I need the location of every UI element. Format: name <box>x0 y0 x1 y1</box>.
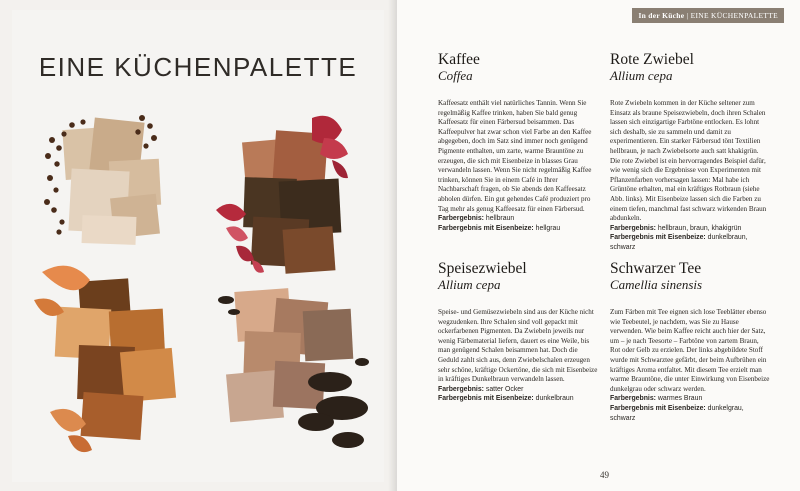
kitchen-palette-photo <box>12 10 384 482</box>
entry-title: Kaffee <box>438 51 480 68</box>
entry-iron-result: Farbergebnis mit Eisenbeize: hellgrau <box>438 224 561 232</box>
running-head-chapter: EINE KÜCHENPALETTE <box>690 11 778 20</box>
left-page <box>0 0 397 491</box>
entry-rote-zwiebel <box>610 52 770 253</box>
entry-iron-result: Farbergebnis mit Eisenbeize: dunkelbraun, schwarz <box>610 234 748 251</box>
entry-latin-name: Camellia sinensis <box>610 277 703 292</box>
entry-latin-name: Coffea <box>438 68 473 83</box>
entry-result: Farbergebnis: satter Ocker <box>438 385 524 393</box>
yellow-onion-swatch-group <box>34 266 176 453</box>
entry-iron-result: Farbergebnis mit Eisenbeize: dunkelgrau, schwarz <box>610 404 744 422</box>
entry-text: Speise- und Gemüsezwiebeln sind aus der Küche nicht wegzudenken. Ihre Schalen sind voll gepackt mit ockerfarbenen Pigmenten. Da Zwiebeln jeweils nur wenig Färbematerial liefern, dauert es eine Weile, bis man genügend Schalen beisammen hat. Doch die Geduld zahlt sich aus, denn Zwiebelschalen erzeugen sehr schöne, kräftige Ockertöne, die sich mit Eisenbeize in kräftiges Dunkelbraun verwandeln lassen. <box>438 308 598 384</box>
entry-iron-result: Farbergebnis mit Eisenbeize: dunkelbraun <box>438 395 574 403</box>
right-page <box>397 0 800 491</box>
running-head-separator: | <box>686 11 689 20</box>
black-tea-swatch-group <box>218 288 369 448</box>
entry-speisezwiebel <box>438 261 598 404</box>
page-number: 49 <box>600 470 609 480</box>
entry-title: Schwarzer Tee <box>610 260 702 277</box>
entry-text: Zum Färben mit Tee eignen sich lose Teeblätter ebenso wie Teebeutel, je nachdem, was Sie zu Hause verwenden. Wie beim Kaffee reicht auch hier der Satz, um – je nach Teesorte – Farbtöne von zartem Braun, Rot oder Gelb zu erzielen. Der links abgebildete Stoff wurde mit Schwarztee gefärbt, der beim Aufbrühen ein kräftiges Aroma entfaltet. Mit diesem Tee erzielt man warme Brauntöne, die unter Einwirkung von Eisenbeize dunkelgrau oder schwarz werden. <box>610 308 770 393</box>
coffee-swatch-group <box>44 115 161 245</box>
entry-schwarzer-tee <box>610 261 770 423</box>
entry-latin-name: Allium cepa <box>438 277 501 292</box>
entry-title: Speisezwiebel <box>438 260 527 277</box>
entry-title: Rote Zwiebel <box>610 51 694 68</box>
entry-latin-name: Allium cepa <box>610 68 673 83</box>
entry-result: Farbergebnis: warmes Braun <box>610 395 703 403</box>
entry-result: Farbergebnis: hellbraun, braun, khakigrün <box>610 224 742 232</box>
entry-result: Farbergebnis: hellbraun <box>438 215 515 223</box>
photo-title: EINE KÜCHENPALETTE <box>38 52 358 82</box>
running-head-section: In der Küche <box>638 11 685 20</box>
red-onion-swatch-group <box>216 116 348 274</box>
entry-kaffee <box>438 52 598 233</box>
entry-text: Kaffeesatz enthält viel natürliches Tannin. Wenn Sie regelmäßig Kaffee trinken, haben Sie bald genug Kaffeesatz für einen Färbersud beisammen. Das Kaffeepulver hat zwar schon viel Farbe an den Kaffee abgegeben, doch im Satz sind immer noch genügend Pigmente enthalten, um zarte, warme Brauntöne zu erzeugen, die sich mit Eisenbeize in blasses Grau verwandeln lassen. Wenn Sie nicht regelmäßig Kaffee trinken, können Sie in einem Café in Ihrer Nachbarschaft fragen, ob Sie abends den Kaffeesatz abholen dürfen. Ein gut gehendes Café produziert pro Tag mehr als genug Kaffeesatz für einen Färbersud. <box>438 99 592 213</box>
running-head <box>632 8 784 23</box>
entry-text: Rote Zwiebeln kommen in der Küche seltener zum Einsatz als braune Speisezwiebeln, doch ihren Schalen lassen sich einzigartige Farbtöne entlocken. Es lohnt sich deshalb, sie zu sammeln und damit zu experimentieren. Ein starker Färbersud tönt Textilien hellbraun, je nach Zwiebelsorte auch satt khakigrün. Die rote Zwiebel ist ein hervorragendes Beispiel dafür, wie wenig sich die Ergebnisse von Experimenten mit Pflanzenfarben vorhersagen lassen: Mal habe ich Grüntöne erhalten, mal ein kräftiges Rotbraun (siehe Abb. links). Mit Eisenbeize lassen sich die Farben zu einem tiefen, manchmal fast schwarz wirkenden Braun abdunkeln. <box>610 99 767 223</box>
